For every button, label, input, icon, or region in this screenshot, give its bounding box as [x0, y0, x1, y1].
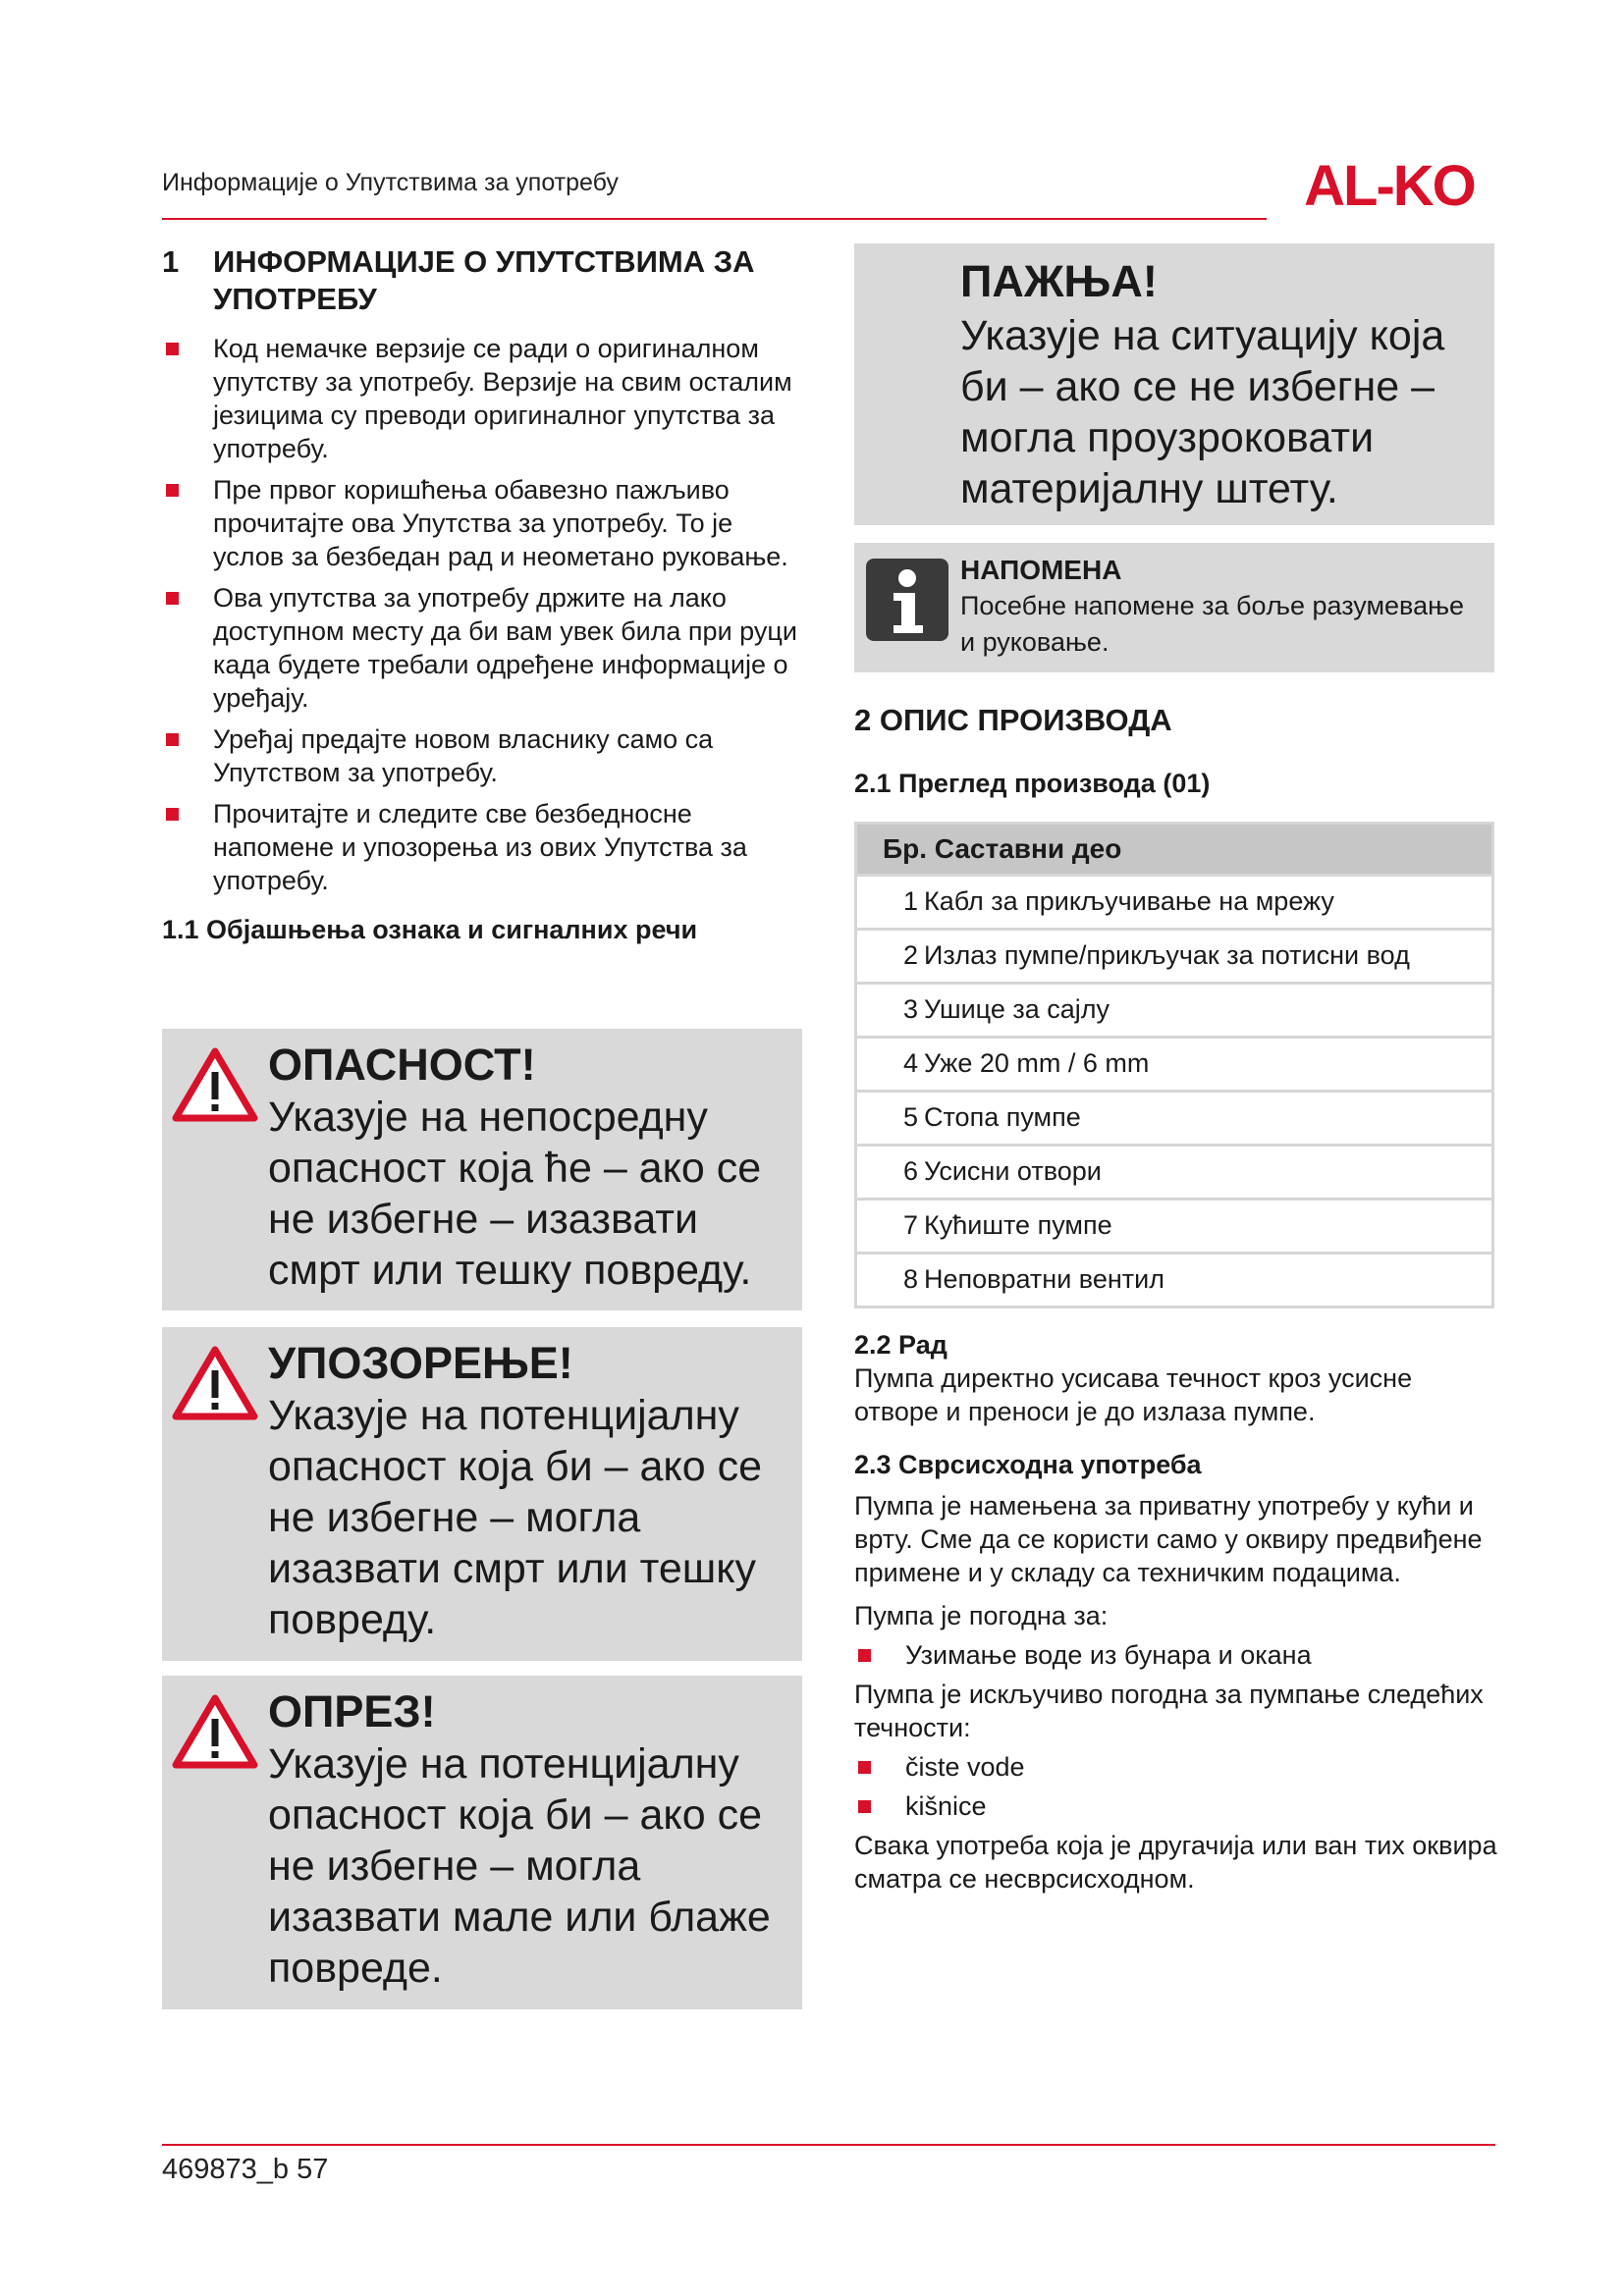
- logo-text: AL-KO: [1304, 157, 1475, 212]
- section-2-2-title: 2.2 Рад: [854, 1330, 947, 1360]
- attention-box: [854, 243, 1494, 525]
- footer-rule: [162, 2144, 1495, 2146]
- liquids-list: [854, 1750, 1497, 1823]
- table-row: [856, 1146, 1493, 1200]
- liquids-intro: Пумпа је искључиво погодна за пумпање следећих течности:: [854, 1680, 1484, 1742]
- section-2-3-title: 2.3 Сврсисходна употреба: [854, 1450, 1202, 1479]
- section-2-title: 2 ОПИС ПРОИЗВОДА: [854, 703, 1172, 737]
- attention-text: Указује на ситуацију која би – ако се не избегне – могла проузроковати материјалну штету.: [960, 312, 1445, 512]
- part-name: Уже 20 mm / 6 mm: [924, 1048, 1150, 1078]
- section-1-number: 1: [162, 244, 180, 279]
- part-name: Усисни отвори: [924, 1156, 1102, 1186]
- table-row: [856, 984, 1493, 1038]
- parts-table: [854, 822, 1494, 1308]
- warning-title: УПОЗОРЕЊЕ!: [268, 1338, 573, 1388]
- part-name: Излаз пумпе/прикључак за потисни вод: [924, 940, 1410, 970]
- list-item: kišnice: [854, 1789, 1497, 1823]
- table-row: [856, 1254, 1493, 1308]
- warning-triangle-icon: [172, 1693, 258, 1770]
- part-number: 7: [902, 1210, 918, 1240]
- danger-box: [162, 1029, 802, 1310]
- list-item: čiste vode: [854, 1750, 1497, 1784]
- section-1-title: ИНФОРМАЦИЈЕ О УПУТСТВИМА ЗА УПОТРЕБУ: [213, 244, 755, 316]
- danger-text: Указује на непосредну опасност која ће – ако се не избегне – изазвати смрт или тешку повреду.: [268, 1094, 762, 1294]
- note-box: [854, 543, 1494, 672]
- caution-box: [162, 1676, 802, 2009]
- right-column: [854, 702, 1497, 1896]
- part-number: 5: [902, 1102, 918, 1132]
- table-row: [856, 876, 1493, 930]
- instructions-list: [162, 332, 810, 897]
- warning-box: [162, 1327, 802, 1661]
- part-number: 8: [902, 1264, 918, 1294]
- page-number: 469873_b 57: [162, 2154, 329, 2185]
- closing-text: Свака употреба која је другачија или ван тих оквира сматра се несврсисходном.: [854, 1831, 1497, 1894]
- section-2-2-text: Пумпа директно усисава течност кроз усисне отворе и преноси је до излаза пумпе.: [854, 1363, 1413, 1426]
- table-header: Бр. Саставни део: [856, 824, 1493, 876]
- header-title: Информације о Упутствима за употребу: [162, 169, 619, 196]
- info-icon: [864, 557, 950, 643]
- warning-text: Указује на потенцијалну опасност која би – ако се не избегне – могла изазвати смрт или тешку повреду.: [268, 1392, 762, 1643]
- left-column: [162, 243, 810, 946]
- list-item: Уређај предајте новом власнику само са Упутством за употребу.: [162, 722, 810, 789]
- part-name: Стопа пумпе: [924, 1102, 1081, 1132]
- part-name: Кућиште пумпе: [924, 1210, 1112, 1240]
- table-row: [856, 930, 1493, 984]
- list-item: Ова упутства за употребу држите на лако доступном месту да би вам увек била при руци када будете требали одређене информације о уређају.: [162, 581, 810, 715]
- table-row: [856, 1200, 1493, 1254]
- section-2-1-title: 2.1 Преглед производа (01): [854, 769, 1211, 798]
- list-item: Узимање воде из бунара и окана: [854, 1638, 1497, 1672]
- part-name: Кабл за прикључивање на мрежу: [924, 886, 1334, 916]
- section-1-heading: [162, 243, 810, 318]
- table-row: [856, 1038, 1493, 1092]
- section-1-1-title: 1.1 Објашњења ознака и сигналних речи: [162, 915, 698, 944]
- warning-triangle-icon: [172, 1345, 258, 1421]
- header-rule: [162, 218, 1267, 220]
- part-number: 1: [902, 886, 918, 916]
- part-number: 4: [902, 1048, 918, 1078]
- warning-triangle-icon: [172, 1046, 258, 1123]
- part-number: 2: [902, 940, 918, 970]
- table-row: [856, 1092, 1493, 1146]
- suitable-intro: Пумпа је погодна за:: [854, 1601, 1109, 1630]
- danger-title: ОПАСНОСТ!: [268, 1040, 536, 1090]
- note-text: Посебне напомене за боље разумевање и руковање.: [960, 591, 1465, 657]
- note-title: НАПОМЕНА: [960, 555, 1122, 585]
- part-name: Ушице за сајлу: [924, 994, 1110, 1024]
- part-name: Неповратни вентил: [924, 1264, 1164, 1294]
- caution-text: Указује на потенцијалну опасност која би – ако се не избегне – могла изазвати мале или блаже повреде.: [268, 1740, 771, 1992]
- list-item: Код немачке верзије се ради о оригиналном упутству за употребу. Верзије на свим осталим језицима су преводи оригиналног упутства за употребу.: [162, 332, 810, 465]
- suitable-list: [854, 1638, 1497, 1672]
- part-number: 6: [902, 1156, 918, 1186]
- caution-title: ОПРЕЗ!: [268, 1686, 436, 1736]
- intended-use-text: Пумпа је намењена за приватну употребу у кући и врту. Сме да се користи само у оквиру предвиђене примене и у складу са техничким подацима.: [854, 1491, 1483, 1587]
- list-item: Прочитајте и следите све безбедносне напомене и упозорења из ових Упутства за употребу.: [162, 797, 810, 897]
- list-item: Пре првог коришћења обавезно пажљиво прочитајте ова Упутства за употребу. То је услов за безбедан рад и неометано руковање.: [162, 473, 810, 573]
- part-number: 3: [902, 994, 918, 1024]
- attention-title: ПАЖЊА!: [960, 256, 1158, 306]
- alko-logo: [1281, 157, 1497, 212]
